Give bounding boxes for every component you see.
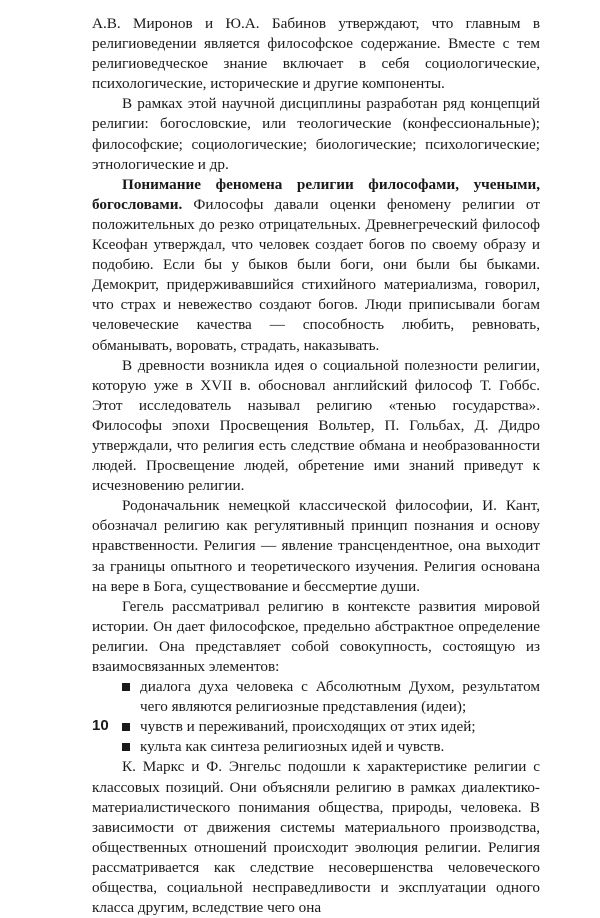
hegel-elements-list <box>92 677 540 757</box>
page-number: 10 <box>92 717 109 734</box>
list-item-text: культа как синтеза религиозных идей и чувств. <box>140 738 445 756</box>
paragraph-concepts: В рамках этой научной дисциплины разработан ряд концепций религии: богословские, или теологические (конфессиональные); философские; социологические; биологические; психологические; этнологические и др. <box>92 95 540 173</box>
paragraph-hegel: Гегель рассматривал религию в контексте развития мировой истории. Он дает философское, предельно абстрактное определение религии. Она представляет собой совокупность, состоящую из взаимосвязанных элементов: <box>92 597 540 675</box>
paragraph-marx-engels: К. Маркс и Ф. Энгельс подошли к характеристике религии с классовых позиций. Они объясняли религию в рамках диалектико-материалистического понимания общества, природы, человека. В зависимости от движения системы материального производства, общественных отношений происходит эволюция религии. Религия рассматривается как следствие несовершенства человеческого общества, социальной несправедливости и эксплуатации одного класса другим, вследствие чего она <box>92 758 540 917</box>
paragraph-understanding-body: Философы давали оценки феномену религии от положительных до резко отрицательных. Древнегреческий философ Ксеофан утверждал, что человек создает богов по своему образу и подобию. Если бы у быков были боги, они были бы быками. Демокрит, придерживавшийся стихийного материализма, говорил, что страх и невежество создают богов. Люди приписывали богам человеческие качества — способность любить, ревновать, обманывать, воровать, страдать, наказывать. <box>92 195 540 354</box>
list-item-text: чувств и переживаний, происходящих от этих идей; <box>140 718 476 736</box>
bullet-square-icon <box>122 683 130 691</box>
list-item-text: диалога духа человека с Абсолютным Духом, результатом чего являются религиозные представления (идеи); <box>140 678 540 716</box>
section-heading: Понимание феномена религии философами, учеными, богословами. <box>92 175 540 213</box>
bullet-square-icon <box>122 723 130 731</box>
list-item <box>122 717 540 737</box>
bullet-square-icon <box>122 743 130 751</box>
paragraph-kant: Родоначальник немецкой классической философии, И. Кант, обозначал религию как регулятивный принцип познания и основу нравственности. Религия — явление трансцендентное, она выходит за границы опытного и теоретического изучения. Религия основана на вере в Бога, существование и бессмертие души. <box>92 497 540 595</box>
paragraph-hobbes: В древности возникла идея о социальной полезности религии, которую уже в XVII в. обосновал английский философ Т. Гоббс. Этот исследователь называл религию «тенью государства». Философы эпохи Просвещения Вольтер, П. Гольбах, Д. Дидро утверждали, что религия есть следствие обмана и необразованности людей. Просвещение людей, обретение ими знаний приведут к исчезновению религии. <box>92 356 540 495</box>
paragraph-understanding <box>92 175 540 356</box>
list-item <box>122 677 540 717</box>
paragraph-mironov-babinov: А.В. Миронов и Ю.А. Бабинов утверждают, что главным в религиоведении является философское содержание. Вместе с тем религиоведческое знание включает в себя социологические, психологические, исторические и другие компоненты. <box>92 15 540 93</box>
list-item <box>122 737 540 757</box>
